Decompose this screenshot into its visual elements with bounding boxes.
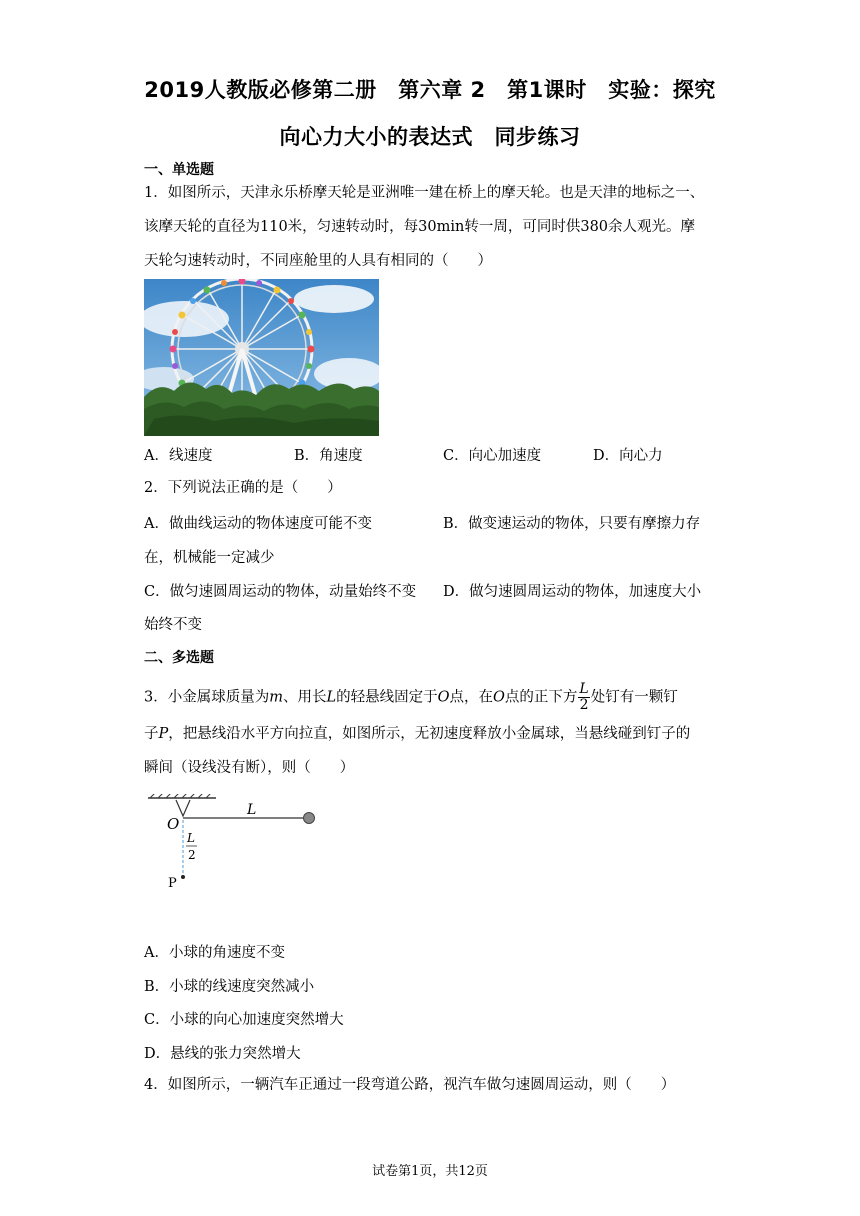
label-half-num: L [187,831,195,845]
var-P: P [158,726,169,742]
q1-option-d: D．向心力 [593,448,663,464]
section-heading-single: 一、单选题 [144,162,214,178]
q1-option-b: B．角速度 [294,448,363,464]
q3-option-d: D．悬线的张力突然增大 [144,1046,301,1062]
q2-option-c: C．做匀速圆周运动的物体，动量始终不变 [144,584,417,600]
q2-option-b-line1: B．做变速运动的物体，只要有摩擦力存 [443,516,701,532]
q1-option-c: C．向心加速度 [443,448,542,464]
q1-line1: 1．如图所示，天津永乐桥摩天轮是亚洲唯一建在桥上的摩天轮。也是天津的地标之一、 [144,185,705,201]
var-O2: O [493,689,505,706]
var-m: m [269,689,283,706]
q3-option-c: C．小球的向心加速度突然增大 [144,1012,344,1028]
section-heading-multi: 二、多选题 [144,650,214,666]
label-L: L [247,802,257,818]
page-title-line2: 向心力大小的表达式 同步练习 [279,125,581,149]
label-half-den: 2 [188,848,196,862]
q2-option-d-line2: 始终不变 [144,617,202,633]
fraction-L-over-2: $\frac{L}{2}$ [579,681,589,713]
var-L: L [326,689,337,706]
q3-line3: 瞬间（设线没有断），则（ ） [144,760,355,776]
ferris-wheel-photo [144,279,379,436]
q1-line2: 该摩天轮的直径为110米，匀速转动时，每30min转一周，可同时供380余人观光。摩 [144,219,696,235]
pendulum-diagram [144,794,334,894]
q2-option-d-line1: D．做匀速圆周运动的物体，加速度大小 [443,584,702,600]
page-footer: 试卷第1页，共12页 [372,1164,488,1179]
label-P: P [168,876,177,891]
q3-option-b: B．小球的线速度突然减小 [144,979,315,995]
q1-line3: 天轮匀速转动时，不同座舱里的人具有相同的（ ） [144,253,492,269]
q3-option-a: A．小球的角速度不变 [144,945,285,961]
q3-line2: 子P，把悬线沿水平方向拉直，如图所示，无初速度释放小金属球，当悬线碰到钉子的 [144,726,691,742]
q3-line1: 3．小金属球质量为m、用长L的轻悬线固定于O点，在O点的正下方 $\frac{L}{2}$ 处钉有一颗钉 [144,681,678,713]
q2-stem: 2．下列说法正确的是（ ） [144,480,342,496]
var-O: O [437,689,450,706]
q2-option-b-line2: 在，机械能一定减少 [144,550,275,566]
label-O: O [167,815,180,833]
q2-option-a: A．做曲线运动的物体速度可能不变 [144,516,372,532]
q1-option-a: A．线速度 [144,448,213,464]
page-title-line1: 2019人教版必修第二册 第六章 2 第1课时 实验：探究 [144,78,716,102]
q4-stem: 4．如图所示，一辆汽车正通过一段弯道公路，视汽车做匀速圆周运动，则（ ） [144,1077,676,1093]
